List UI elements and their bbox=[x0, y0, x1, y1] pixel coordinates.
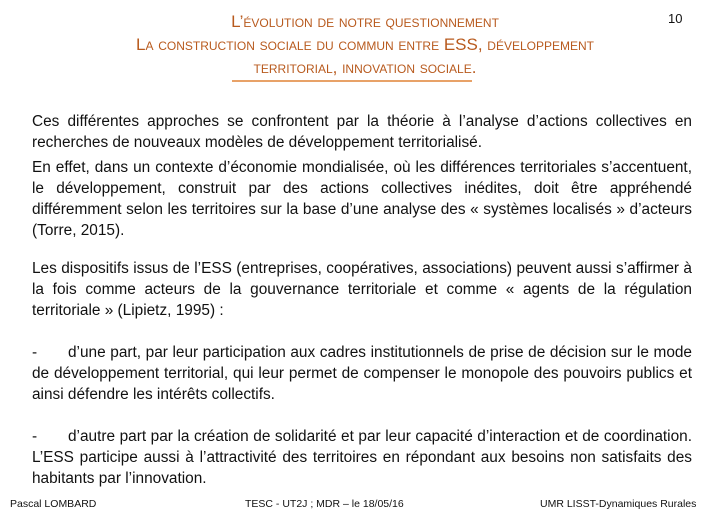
bullet-marker: - bbox=[32, 344, 38, 361]
paragraph-3: Les dispositifs issus de l’ESS (entreprises, coopératives, associations) peuvent aussi s’affirmer à la fois comme acteurs de la gouvernance territoriale et comme « agents de la régulation territoriale » (Lipietz, 1995) : bbox=[32, 260, 692, 319]
bullet-item-2 bbox=[32, 426, 692, 489]
paragraph-1: Ces différentes approches se confrontent par la théorie à l’analyse d’actions collectives en recherches de nouveaux modèles de développement territorialisé. bbox=[32, 113, 692, 151]
title-underline bbox=[232, 80, 472, 82]
bullet-text-2: d’autre part par la création de solidarité et par leur capacité d’interaction et de coordination. L’ESS participe aussi à l’attractivité des territoires en répondant aux besoins non satisfaits des habitants par l’innovation. bbox=[32, 428, 692, 487]
footer-event: TESC - UT2J ; MDR – le 18/05/16 bbox=[245, 498, 404, 510]
title-line-1: L’évolution de notre questionnement bbox=[231, 12, 499, 31]
footer-lab: UMR LISST-Dynamiques Rurales bbox=[540, 498, 697, 510]
bullet-item-1 bbox=[32, 342, 692, 405]
page-number: 10 bbox=[668, 11, 683, 26]
bullet-marker: - bbox=[32, 428, 38, 445]
footer-author: Pascal LOMBARD bbox=[10, 498, 97, 510]
slide-title bbox=[60, 10, 670, 79]
bullet-text-1: d’une part, par leur participation aux cadres institutionnels de prise de décision sur le mode de développement territorial, qui leur permet de compenser le monopole des pouvoirs publics et ainsi défendre les intérêts collectifs. bbox=[32, 344, 692, 403]
paragraph-2: En effet, dans un contexte d’économie mondialisée, où les différences territoriales s’accentuent, le développement, construit par des actions collectives inédites, doit être appréhendé différemment selon les territoires sur la base d’une analyse des « systèmes localisés » d’acteurs (Torre, 2015). bbox=[32, 159, 692, 239]
title-line-2: La construction sociale du commun entre ESS, développement bbox=[136, 35, 594, 54]
title-line-3: territorial, innovation sociale. bbox=[253, 58, 477, 77]
